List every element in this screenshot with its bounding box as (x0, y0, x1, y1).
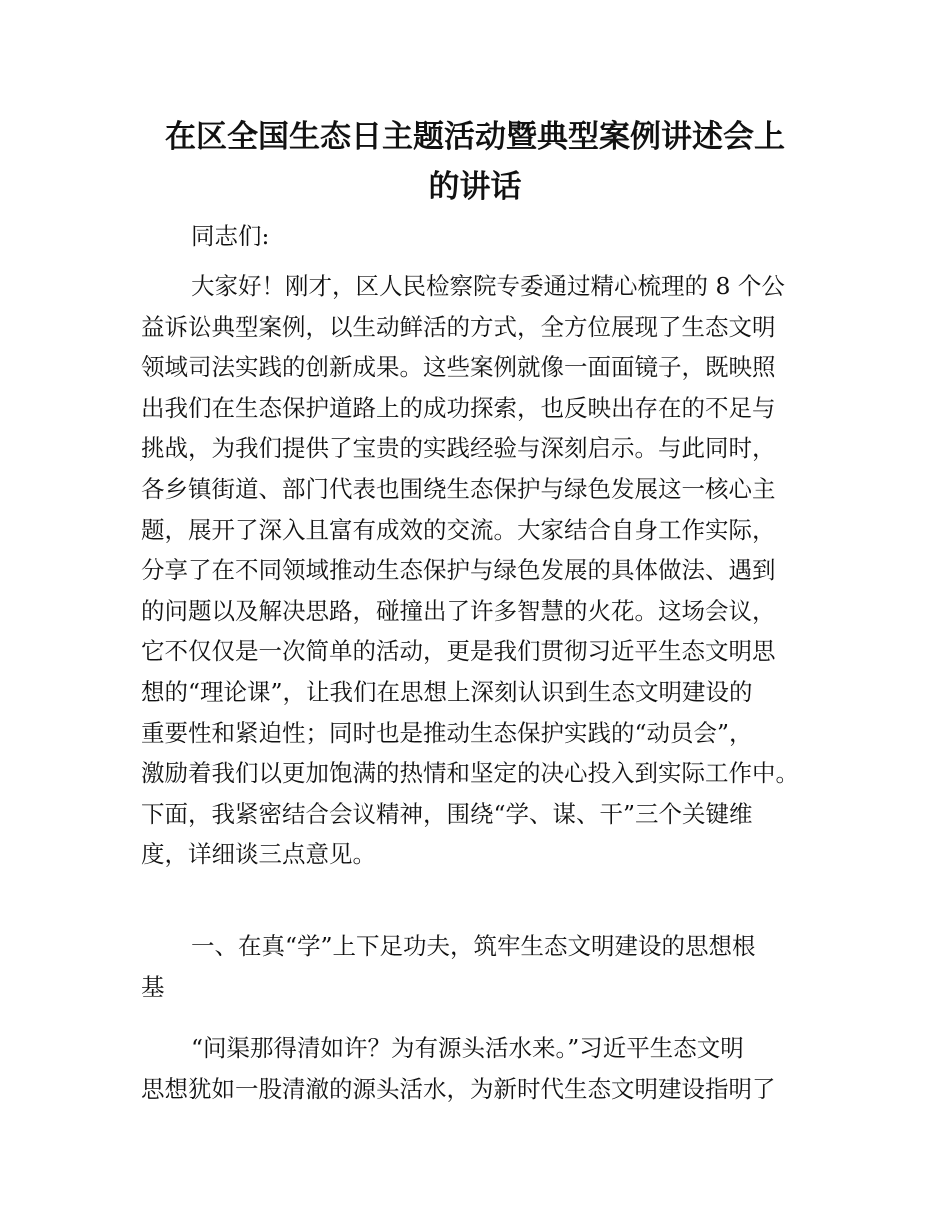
paragraph-line: 激励着我们以更加饱满的热情和坚定的决心投入到实际工作中。 (141, 759, 799, 788)
paragraph-line: 出我们在生态保护道路上的成功探索，也反映出存在的不足与 (141, 393, 776, 422)
title-line-1: 在区全国生态日主题活动暨典型案例讲述会上 (165, 119, 785, 155)
paragraph-line: 想的“理论课”，让我们在思想上深刻认识到生态文明建设的 (141, 677, 753, 706)
paragraph-opening (141, 266, 813, 875)
paragraph-section-1 (141, 1028, 813, 1109)
paragraph-line: 大家好！刚才，区人民检察院专委通过精心梳理的 8 个公 (191, 272, 785, 300)
paragraph-line: 重要性和紧迫性；同时也是推动生态保护实践的“动员会”， (141, 718, 753, 747)
paragraph-line: 下面，我紧密结合会议精神，围绕“学、谋、干”三个关键维 (141, 799, 753, 828)
paragraph-line: 的问题以及解决思路，碰撞出了许多智慧的火花。这场会议， (141, 596, 776, 625)
document-title (100, 112, 850, 212)
paragraph-line: 各乡镇街道、部门代表也围绕生态保护与绿色发展这一核心主 (141, 474, 776, 503)
paragraph-line: 益诉讼典型案例，以生动鲜活的方式，全方位展现了生态文明 (141, 312, 776, 341)
paragraph-line: 度，详细谈三点意见。 (141, 840, 376, 869)
title-line-2: 的讲话 (428, 169, 522, 205)
paragraph-line: 题，展开了深入且富有成效的交流。大家结合自身工作实际， (141, 515, 776, 544)
paragraph-line: 领域司法实践的创新成果。这些案例就像一面面镜子，既映照 (141, 353, 776, 382)
paragraph-line: “问渠那得清如许？为有源头活水来。”习近平生态文明 (191, 1034, 744, 1062)
paragraph-line: 它不仅仅是一次简单的活动，更是我们贯彻习近平生态文明思 (141, 637, 776, 666)
salutation (141, 216, 813, 257)
heading-line: 基 (141, 972, 165, 1001)
salutation-text: 同志们: (191, 222, 270, 250)
heading-line: 一、在真“学”上下足功夫，筑牢生态文明建设的思想根 (191, 932, 756, 960)
section-heading-1 (141, 926, 813, 1007)
paragraph-line: 思想犹如一股清澈的源头活水，为新时代生态文明建设指明了 (141, 1074, 776, 1103)
paragraph-line: 分享了在不同领域推动生态保护与绿色发展的具体做法、遇到 (141, 556, 776, 585)
paragraph-line: 挑战，为我们提供了宝贵的实践经验与深刻启示。与此同时， (141, 434, 776, 463)
